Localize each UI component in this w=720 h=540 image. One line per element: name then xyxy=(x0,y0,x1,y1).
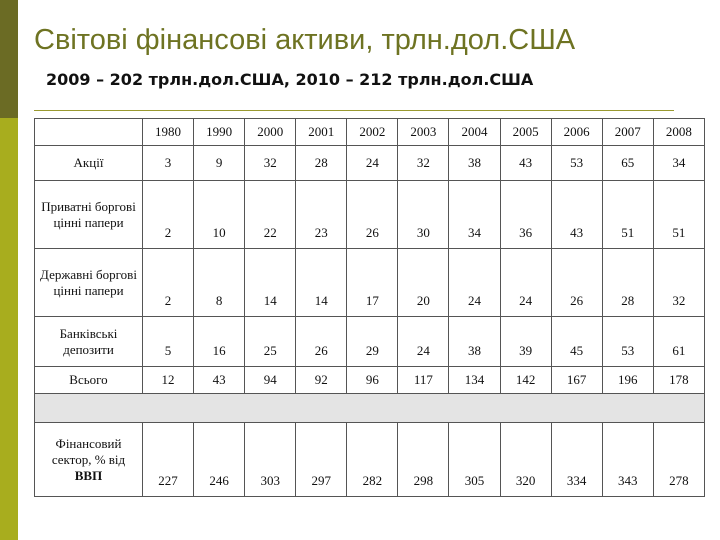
table-row-separator xyxy=(35,394,705,423)
table-cell: 43 xyxy=(194,367,245,394)
table-cell: 196 xyxy=(602,367,653,394)
table-cell: 320 xyxy=(500,423,551,497)
accent-bar-top xyxy=(0,0,18,118)
table-cell: 45 xyxy=(551,317,602,367)
table-cell: 26 xyxy=(296,317,347,367)
table-cell: 28 xyxy=(602,249,653,317)
table-cell: 23 xyxy=(296,181,347,249)
table-cell: 26 xyxy=(551,249,602,317)
year-header: 1980 xyxy=(143,119,194,146)
row-label-total: Всього xyxy=(35,367,143,394)
table-cell: 12 xyxy=(143,367,194,394)
year-header: 2005 xyxy=(500,119,551,146)
table-cell: 142 xyxy=(500,367,551,394)
table-cell: 32 xyxy=(653,249,704,317)
table-cell: 278 xyxy=(653,423,704,497)
table-cell: 24 xyxy=(449,249,500,317)
table-cell: 8 xyxy=(194,249,245,317)
year-header: 2006 xyxy=(551,119,602,146)
table-cell: 227 xyxy=(143,423,194,497)
year-header: 2004 xyxy=(449,119,500,146)
table-cell: 2 xyxy=(143,181,194,249)
table-cell: 29 xyxy=(347,317,398,367)
table-cell: 43 xyxy=(551,181,602,249)
table-cell: 34 xyxy=(653,146,704,181)
table-cell: 9 xyxy=(194,146,245,181)
row-label-financial-sector-text: Фінансовий сектор, % від xyxy=(51,435,126,467)
table-cell: 3 xyxy=(143,146,194,181)
table-cell: 117 xyxy=(398,367,449,394)
row-label-private-debt: Приватні боргові цінні папери xyxy=(35,181,143,249)
table-cell: 20 xyxy=(398,249,449,317)
table-cell: 92 xyxy=(296,367,347,394)
row-label-bank-deposits: Банківські депозити xyxy=(35,317,143,367)
table-cell: 39 xyxy=(500,317,551,367)
table-cell: 51 xyxy=(602,181,653,249)
year-header: 2002 xyxy=(347,119,398,146)
table-cell: 94 xyxy=(245,367,296,394)
table-cell: 36 xyxy=(500,181,551,249)
table-cell: 2 xyxy=(143,249,194,317)
table-cell: 167 xyxy=(551,367,602,394)
row-label-government-debt: Державні боргові цінні папери xyxy=(35,249,143,317)
header-corner-cell xyxy=(35,119,143,146)
year-header: 2008 xyxy=(653,119,704,146)
slide-title: Світові фінансові активи, трлн.дол.США xyxy=(34,24,576,56)
table-cell: 5 xyxy=(143,317,194,367)
table-cell: 24 xyxy=(398,317,449,367)
table-row-shares xyxy=(35,146,705,181)
financial-assets-table xyxy=(34,118,705,497)
table-cell: 43 xyxy=(500,146,551,181)
table-cell: 297 xyxy=(296,423,347,497)
title-divider xyxy=(34,110,674,111)
table-cell: 17 xyxy=(347,249,398,317)
row-label-financial-sector-gdp: ВВП xyxy=(74,467,103,483)
table-row-bank-deposits xyxy=(35,317,705,367)
year-header: 2007 xyxy=(602,119,653,146)
table-cell: 178 xyxy=(653,367,704,394)
table-cell: 28 xyxy=(296,146,347,181)
table-cell: 38 xyxy=(449,317,500,367)
table-cell: 38 xyxy=(449,146,500,181)
table-row-total xyxy=(35,367,705,394)
table-cell: 298 xyxy=(398,423,449,497)
table-row-financial-sector xyxy=(35,423,705,497)
table-cell: 343 xyxy=(602,423,653,497)
table-cell: 96 xyxy=(347,367,398,394)
table-cell: 24 xyxy=(347,146,398,181)
year-header: 1990 xyxy=(194,119,245,146)
table-cell: 303 xyxy=(245,423,296,497)
table-cell: 14 xyxy=(296,249,347,317)
table-cell: 24 xyxy=(500,249,551,317)
table-cell: 25 xyxy=(245,317,296,367)
table-cell: 65 xyxy=(602,146,653,181)
year-header: 2000 xyxy=(245,119,296,146)
table-cell: 51 xyxy=(653,181,704,249)
table-cell: 30 xyxy=(398,181,449,249)
separator-cell xyxy=(35,394,705,423)
table-cell: 16 xyxy=(194,317,245,367)
table-row-private-debt xyxy=(35,181,705,249)
year-header: 2001 xyxy=(296,119,347,146)
table-cell: 246 xyxy=(194,423,245,497)
table-cell: 34 xyxy=(449,181,500,249)
table-cell: 334 xyxy=(551,423,602,497)
table-cell: 22 xyxy=(245,181,296,249)
table-cell: 32 xyxy=(245,146,296,181)
table-cell: 61 xyxy=(653,317,704,367)
row-label-shares: Акції xyxy=(35,146,143,181)
table-cell: 134 xyxy=(449,367,500,394)
table-cell: 26 xyxy=(347,181,398,249)
table-cell: 282 xyxy=(347,423,398,497)
header-row xyxy=(35,119,705,146)
table-cell: 10 xyxy=(194,181,245,249)
table-cell: 32 xyxy=(398,146,449,181)
year-header: 2003 xyxy=(398,119,449,146)
table-row-government-debt xyxy=(35,249,705,317)
table-cell: 305 xyxy=(449,423,500,497)
table-cell: 14 xyxy=(245,249,296,317)
row-label-financial-sector xyxy=(35,423,143,497)
slide-subtitle: 2009 – 202 трлн.дол.США, 2010 – 212 трлн.дол.США xyxy=(46,70,534,89)
accent-bar-bottom xyxy=(0,118,18,540)
table-cell: 53 xyxy=(602,317,653,367)
table-cell: 53 xyxy=(551,146,602,181)
